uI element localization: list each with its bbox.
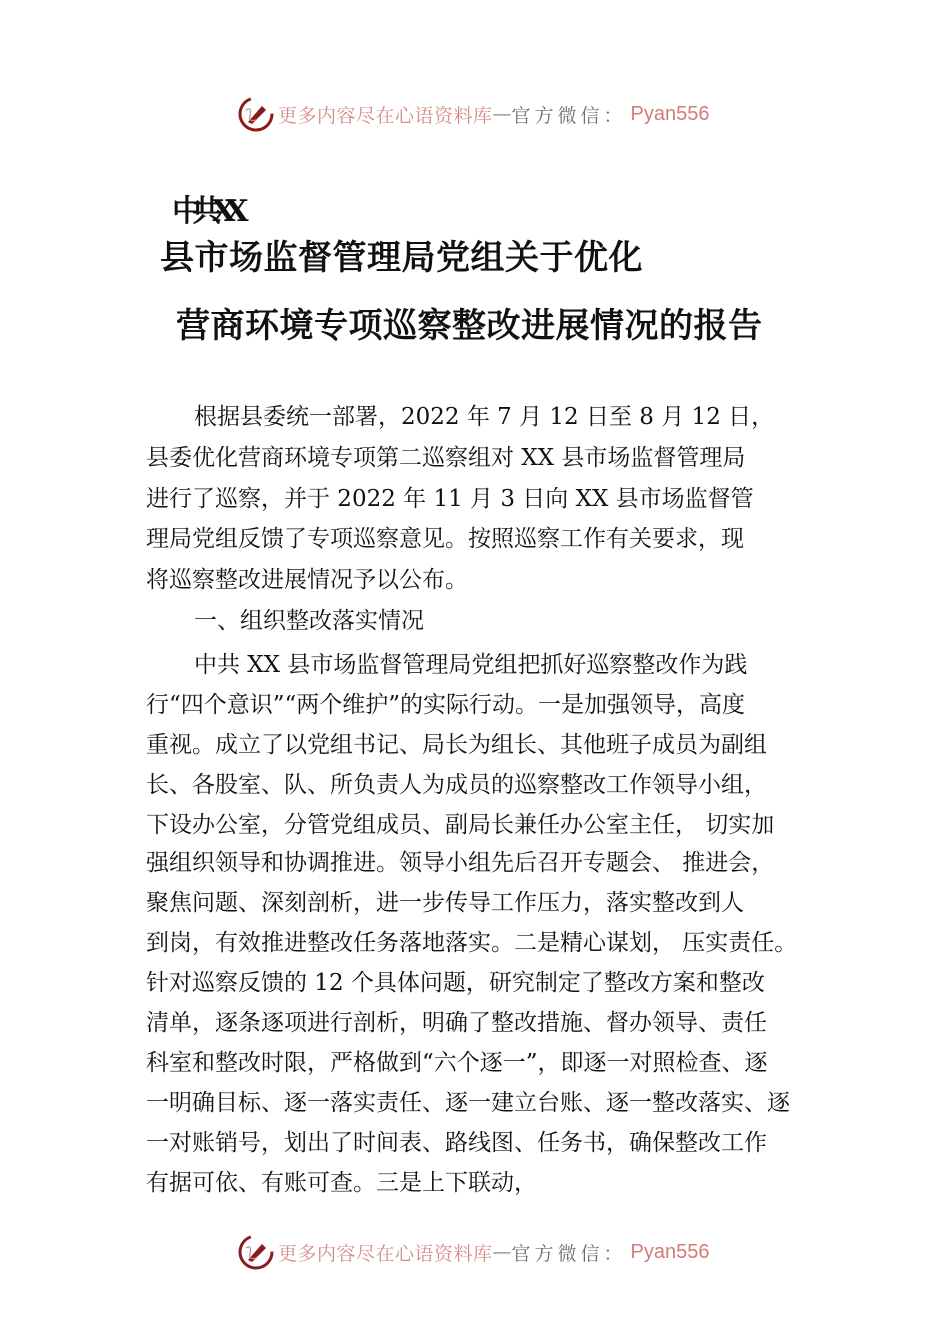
wechat-account-id: Pyan556 xyxy=(630,1240,710,1263)
wechat-account-id: Pyan556 xyxy=(630,102,710,125)
title-prefix: 中共XX xyxy=(172,194,239,229)
body-line: 县委优化营商环境专项第二巡察组对 XX 县市场监督管理局 xyxy=(146,445,746,471)
body-line: 根据县委统一部署，2022 年 7 月 12 日至 8 月 12 日， xyxy=(194,404,775,430)
body-line: 中共 XX 县市场监督管理局党组把抓好巡察整改作为践 xyxy=(194,652,748,678)
site-name-text: 更多内容尽在心语资料库 xyxy=(278,1242,493,1265)
body-line: 针对巡察反馈的 12 个具体问题，研究制定了整改方案和整改 xyxy=(146,970,765,996)
body-line: 进行了巡察，并于 2022 年 11 月 3 日向 XX 县市场监督管 xyxy=(146,486,754,512)
banner-dash: — xyxy=(492,103,512,125)
banner-dash: — xyxy=(492,1241,512,1263)
body-line: 清单，逐条逐项进行剖析，明确了整改措施、督办领导、责任 xyxy=(146,1010,767,1036)
body-line: 行“四个意识”“两个维护”的实际行动。一是加强领导，高度 xyxy=(146,692,746,718)
body-line: 到岗，有效推进整改任务落地落实。二是精心谋划， 压实责任。 xyxy=(146,930,798,956)
title-line-2: 营商环境专项巡察整改进展情况的报告 xyxy=(176,306,763,346)
body-line: 将巡察整改进展情况予以公布。 xyxy=(146,567,468,593)
body-line: 科室和整改时限，严格做到“六个逐一”，即逐一对照检查、逐 xyxy=(146,1050,768,1076)
body-line: 长、各股室、队、所负责人为成员的巡察整改工作领导小组， xyxy=(146,772,767,798)
section-heading: 一、组织整改落实情况 xyxy=(194,608,424,634)
body-line: 强组织领导和协调推进。领导小组先后召开专题会、 推进会， xyxy=(146,850,775,876)
official-wechat-label: 官方微信： xyxy=(511,104,627,127)
body-line: 理局党组反馈了专项巡察意见。按照巡察工作有关要求，现 xyxy=(146,526,744,552)
pen-brush-logo-icon xyxy=(238,96,274,132)
body-line: 一明确目标、逐一落实责任、逐一建立台账、逐一整改落实、逐 xyxy=(146,1090,790,1116)
pen-brush-logo-icon xyxy=(238,1234,274,1270)
body-line: 一对账销号，划出了时间表、路线图、任务书，确保整改工作 xyxy=(146,1130,767,1156)
body-line: 聚焦问题、深刻剖析，进一步传导工作压力，落实整改到人 xyxy=(146,890,744,916)
title-line-1: 县市场监督管理局党组关于优化 xyxy=(160,238,643,278)
footer-watermark-banner xyxy=(238,1232,710,1272)
site-name-text: 更多内容尽在心语资料库 xyxy=(278,104,493,127)
official-wechat-label: 官方微信： xyxy=(511,1242,627,1265)
body-line: 重视。成立了以党组书记、局长为组长、其他班子成员为副组 xyxy=(146,732,767,758)
body-line: 下设办公室，分管党组成员、副局长兼任办公室主任， 切实加 xyxy=(146,812,775,838)
header-watermark-banner xyxy=(238,94,710,134)
body-line: 有据可依、有账可查。三是上下联动， xyxy=(146,1170,537,1196)
